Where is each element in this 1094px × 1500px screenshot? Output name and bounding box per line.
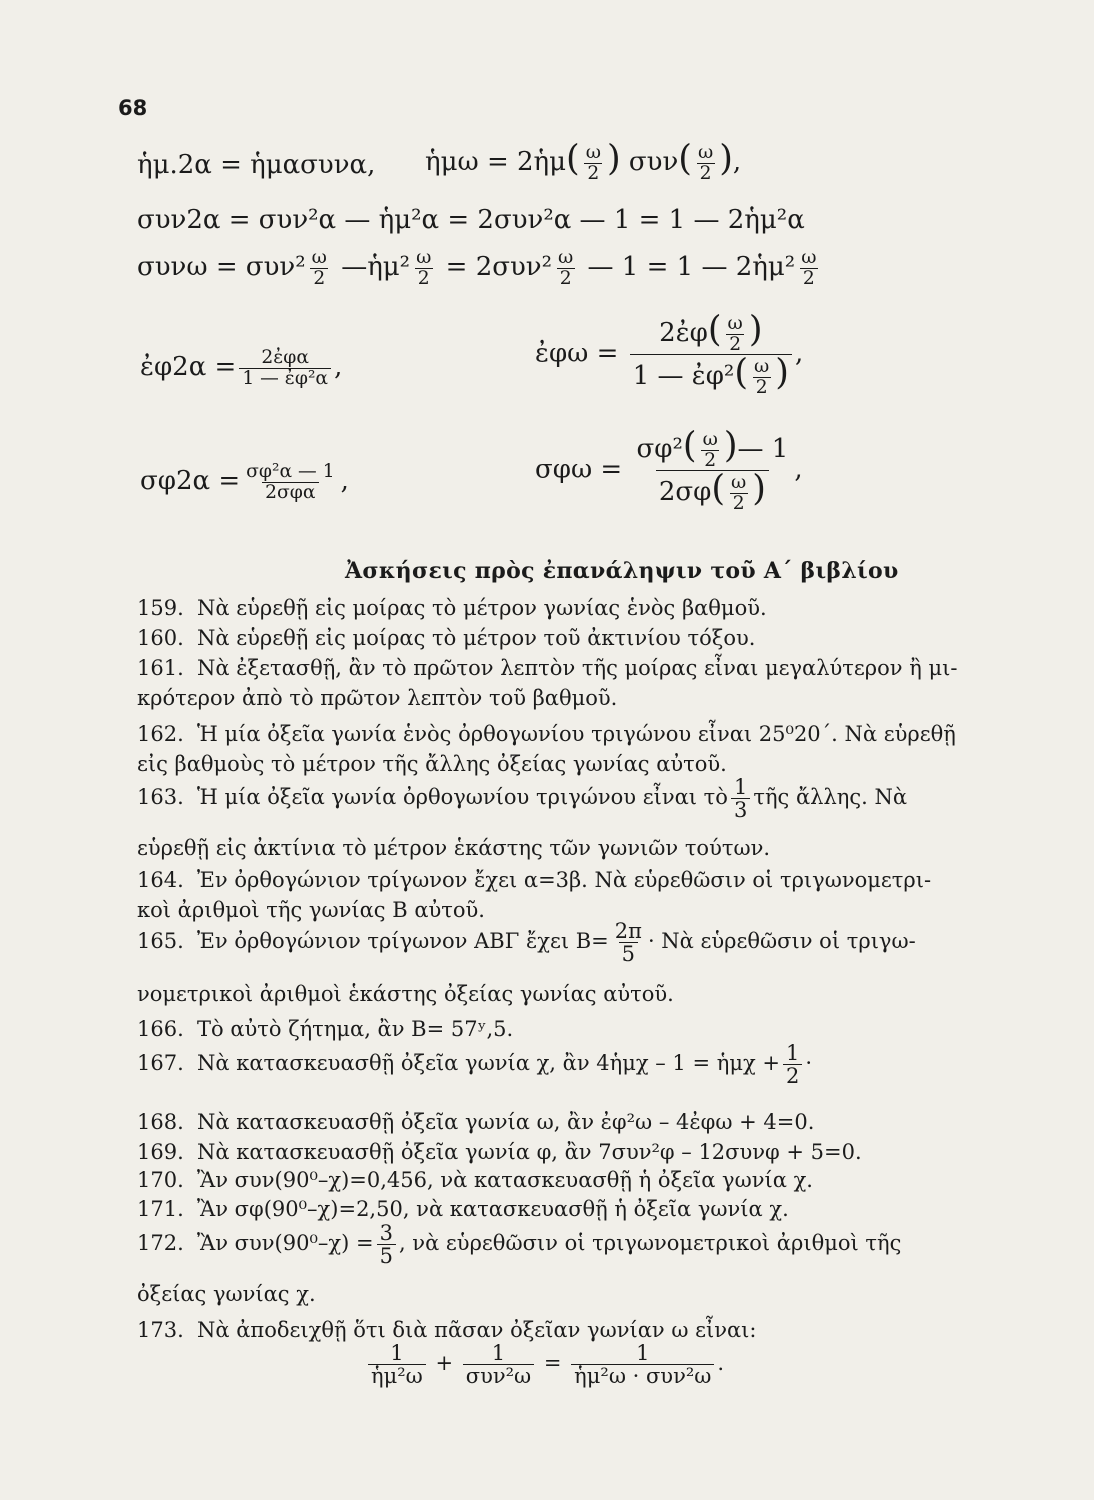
formula-tan-omega — [535, 309, 804, 398]
fraction — [377, 1222, 396, 1267]
formula-sin2a — [137, 150, 375, 180]
exercise-161 — [77, 656, 957, 680]
comma: , — [340, 466, 349, 497]
denominator: 2 — [783, 1064, 802, 1087]
paren: ( — [734, 352, 749, 394]
formula-text: —ἡμ² — [341, 252, 411, 283]
exercise-173 — [77, 1318, 757, 1342]
paren: ( — [566, 138, 580, 179]
denominator: 2 — [753, 377, 771, 398]
exercise-number: 170. — [137, 1168, 184, 1192]
exercise-number: 164. — [137, 868, 184, 892]
numerator: 3 — [379, 1221, 393, 1245]
period: . — [717, 1351, 725, 1376]
paren: ( — [682, 425, 697, 466]
fraction-omega-2 — [751, 357, 772, 397]
fraction-tan2a — [239, 348, 331, 388]
section-heading: Ἀσκήσεις πρὸς ἐπανάληψιν τοῦ Α΄ βιβλίου — [345, 558, 899, 584]
denominator: 2 — [730, 493, 748, 514]
exercise-text: Νὰ κατασκευασθῇ ὀξεῖα γωνία χ, ἂν 4ἡμχ – 1 = ἡμχ + — [197, 1051, 780, 1076]
numerator: ω — [697, 141, 714, 163]
formula-sin-omega — [425, 138, 741, 183]
plus-sign: + — [435, 1351, 454, 1376]
numerator: ω — [702, 428, 718, 450]
exercise-number: 165. — [137, 929, 184, 954]
formula-text: ἡμ.2α = ἡμασυνα, — [137, 150, 376, 180]
exercise-171 — [77, 1197, 789, 1221]
comma: , — [334, 352, 343, 383]
denominator: ἡμ²ω — [368, 1364, 426, 1387]
exercise-number: 172. — [137, 1231, 184, 1256]
numerator: 1 — [390, 1341, 404, 1365]
paren: ( — [711, 468, 726, 510]
numerator: ω — [416, 247, 432, 268]
numerator: ω — [731, 472, 747, 493]
numerator — [656, 309, 765, 355]
exercise-number: 163. — [137, 785, 184, 810]
formula-text: ἐφ2α = — [140, 352, 237, 383]
formula-text: συνω = συν² — [137, 252, 306, 283]
numerator: ω — [311, 247, 327, 268]
formula-text: σφ2α = — [140, 466, 241, 497]
exercise-159 — [77, 596, 767, 620]
formula-text: σφ² — [636, 434, 683, 464]
formula-cot2a — [140, 462, 349, 502]
exercise-text: Ἂν συν(90⁰–χ)=0,456, νὰ κατασκευασθῇ ἡ ὀξεῖα γωνία χ. — [197, 1168, 813, 1192]
fraction-cot2a — [243, 462, 337, 502]
exercise-161-cont: κρότερον ἀπὸ τὸ πρῶτον λεπτὸν τοῦ βαθμοῦ. — [137, 686, 618, 710]
comma: , — [794, 454, 803, 485]
exercise-text: Νὰ ἀποδειχθῇ ὅτι διὰ πᾶσαν ὀξεῖαν γωνίαν ω εἶναι: — [197, 1318, 757, 1342]
fraction-cot-omega — [633, 425, 791, 514]
formula-text: 2σφ — [658, 477, 712, 508]
comma: , — [794, 338, 804, 369]
fraction — [731, 776, 750, 821]
exercise-number: 160. — [137, 626, 184, 650]
equals-sign: = — [543, 1351, 562, 1376]
exercise-text: τῆς ἄλλης. Νὰ — [753, 785, 908, 810]
exercise-number: 169. — [137, 1140, 184, 1164]
exercise-163-cont: εὑρεθῇ εἰς ἀκτίνια τὸ μέτρον ἑκάστης τῶν γωνιῶν τούτων. — [137, 836, 771, 860]
formula-cot-omega — [535, 425, 803, 514]
exercise-text: Ἂν συν(90⁰–χ) = — [197, 1231, 374, 1256]
fraction — [571, 1342, 714, 1387]
denominator: 2 — [415, 268, 433, 289]
exercise-text: Νὰ κατασκευασθῇ ὀξεῖα γωνία ω, ἂν ἐφ²ω – 4ἐφω + 4=0. — [197, 1110, 815, 1134]
formula-cos2a: συν2α = συν²α — ἡμ²α = 2συν²α — 1 = 1 — 2ἡμ²α — [137, 205, 805, 235]
fraction-omega-2 — [413, 248, 434, 288]
paren: ( — [678, 138, 692, 179]
page-number: 68 — [118, 96, 148, 120]
paren: ) — [748, 309, 763, 350]
formula-text: σφω = — [535, 454, 623, 485]
exercise-164-cont: κοὶ ἀριθμοὶ τῆς γωνίας Β αὐτοῦ. — [137, 898, 485, 922]
exercise-162-cont: εἰς βαθμοὺς τὸ μέτρον τῆς ἄλλης ὀξείας γωνίας αὐτοῦ. — [137, 752, 727, 776]
numerator: 1 — [636, 1341, 650, 1365]
exercise-164 — [77, 868, 931, 892]
exercise-number: 168. — [137, 1110, 184, 1134]
denominator: 2σφα — [262, 482, 318, 503]
exercise-text: · Νὰ εὑρεθῶσιν οἱ τριγω- — [647, 929, 916, 954]
exercise-167 — [77, 1042, 812, 1087]
denominator: 2 — [697, 163, 715, 184]
numerator: 2ἐφα — [261, 347, 310, 368]
exercise-165-cont: νομετρικοὶ ἀριθμοὶ ἑκάστης ὀξείας γωνίας αὐτοῦ. — [137, 982, 674, 1006]
exercise-text: , νὰ εὑρεθῶσιν οἱ τριγωνομετρικοὶ ἀριθμοὶ τῆς — [398, 1231, 902, 1256]
denominator: 2 — [726, 334, 744, 355]
denominator: 5 — [377, 1244, 396, 1267]
numerator: 1 — [733, 775, 748, 799]
exercise-number: 167. — [137, 1051, 184, 1076]
fraction — [463, 1342, 534, 1387]
formula-text: συν — [628, 147, 679, 177]
denominator: 3 — [731, 798, 750, 821]
exercise-165 — [77, 920, 916, 965]
paren: ) — [775, 352, 789, 394]
exercise-text: Ἐν ὀρθογώνιον τρίγωνον ΑΒΓ ἔχει Β= — [197, 929, 609, 954]
denominator: 5 — [619, 942, 638, 965]
exercise-number: 162. — [137, 722, 184, 746]
fraction-omega-2 — [695, 143, 716, 183]
exercise-number: 159. — [137, 596, 184, 620]
exercise-172 — [77, 1222, 901, 1267]
exercise-number: 166. — [137, 1017, 184, 1041]
paren: ) — [606, 138, 621, 179]
exercise-166 — [77, 1017, 513, 1041]
denominator: ἡμ²ω · συν²ω — [571, 1364, 714, 1387]
numerator: ω — [585, 141, 601, 163]
fraction-omega-2 — [583, 143, 604, 183]
formula-text: — 1 = 1 — 2ἡμ² — [587, 252, 796, 283]
exercise-text: Ἡ μία ὀξεῖα γωνία ἑνὸς ὀρθογωνίου τριγώνου εἶναι 25⁰20΄. Νὰ εὑρεθῇ — [197, 722, 956, 746]
exercise-text: Ἐν ὀρθογώνιον τρίγωνον ἔχει α=3β. Νὰ εὑρεθῶσιν οἱ τριγωνομετρι- — [197, 868, 932, 892]
exercise-172-cont: ὀξείας γωνίας χ. — [137, 1282, 316, 1306]
numerator: ω — [801, 247, 817, 268]
exercise-160 — [77, 626, 755, 650]
exercise-168 — [77, 1110, 814, 1134]
fraction — [783, 1042, 802, 1087]
denominator — [630, 354, 792, 397]
formula-text: = 2συν² — [445, 252, 553, 283]
exercise-text: Νὰ κατασκευασθῇ ὀξεῖα γωνία φ, ἂν 7συν²φ – 12συνφ + 5=0. — [197, 1140, 862, 1164]
exercise-163 — [77, 776, 907, 821]
denominator: συν²ω — [463, 1364, 534, 1387]
exercise-text: Τὸ αὐτὸ ζήτημα, ἂν Β= 57ʸ,5. — [197, 1017, 514, 1041]
numerator: ω — [727, 312, 743, 334]
fraction-omega-2 — [798, 248, 819, 288]
formula-text: 1 — ἐφ² — [632, 361, 735, 392]
paren: ) — [723, 425, 738, 466]
formula-text: ἡμω = 2ἡμ — [425, 147, 567, 177]
fraction-omega-2 — [555, 248, 576, 288]
formula-cos-omega — [137, 248, 822, 288]
denominator: 2 — [701, 450, 719, 471]
numerator: ω — [754, 356, 770, 377]
denominator — [656, 470, 769, 513]
paren: ( — [707, 309, 722, 350]
comma: , — [732, 147, 742, 177]
exercise-text: Νὰ εὑρεθῇ εἰς μοίρας τὸ μέτρον τοῦ ἀκτινίου τόξου. — [197, 626, 756, 650]
identity-formula — [365, 1342, 724, 1387]
formula-text: 2ἐφ — [659, 318, 708, 348]
exercise-162 — [77, 722, 956, 746]
exercise-170 — [77, 1168, 813, 1192]
fraction-omega-2 — [728, 473, 749, 513]
formula-text: — 1 — [737, 434, 789, 464]
exercise-text: Ἡ μία ὀξεῖα γωνία ὀρθογωνίου τριγώνου εἶναι τὸ — [197, 785, 728, 810]
paren: ) — [719, 138, 733, 179]
numerator: 1 — [785, 1041, 800, 1065]
exercise-text: Νὰ ἐξετασθῇ, ἂν τὸ πρῶτον λεπτὸν τῆς μοίρας εἶναι μεγαλύτερον ἢ μι- — [197, 656, 958, 680]
numerator — [633, 425, 791, 471]
numerator: 2π — [614, 919, 642, 943]
fraction — [368, 1342, 426, 1387]
exercise-text: Νὰ εὑρεθῇ εἰς μοίρας τὸ μέτρον γωνίας ἑνὸς βαθμοῦ. — [197, 596, 767, 620]
fraction — [612, 920, 645, 965]
denominator: 2 — [310, 268, 328, 289]
denominator: 2 — [557, 268, 575, 289]
exercise-number: 171. — [137, 1197, 184, 1221]
denominator: 2 — [584, 163, 602, 184]
fraction-omega-2 — [725, 314, 746, 354]
exercise-169 — [77, 1140, 862, 1164]
denominator: 2 — [800, 268, 818, 289]
formula-tan2a — [140, 348, 342, 388]
denominator: 1 — ἐφ²α — [239, 368, 331, 389]
numerator: σφ²α — 1 — [246, 461, 335, 482]
fraction-omega-2 — [309, 248, 330, 288]
fraction-omega-2 — [700, 430, 721, 470]
exercise-number: 173. — [137, 1318, 184, 1342]
exercise-number: 161. — [137, 656, 184, 680]
numerator: 1 — [491, 1341, 506, 1365]
exercise-text: Ἂν σφ(90⁰–χ)=2,50, νὰ κατασκευασθῇ ἡ ὀξεῖα γωνία χ. — [197, 1197, 789, 1221]
fraction-tan-omega — [630, 309, 792, 398]
exercise-text: · — [805, 1051, 813, 1076]
numerator: ω — [558, 247, 574, 268]
paren: ) — [752, 468, 766, 510]
formula-text: ἐφω = — [535, 338, 619, 369]
